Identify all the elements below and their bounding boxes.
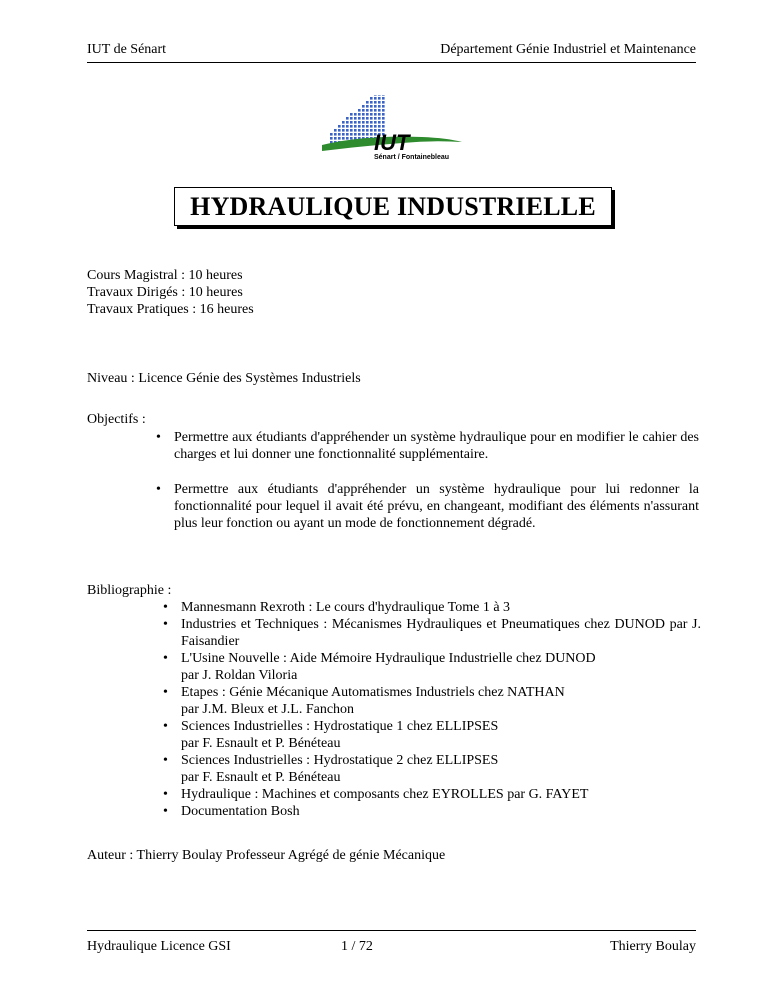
objectif-item: • Permettre aux étudiants d'appréhender un système hydraulique pour en modifier le cahier des charges et lui donner une fonctionnalité supplémentaire. [174, 429, 699, 463]
footer-right: Thierry Boulay [610, 939, 696, 954]
logo-subtext: Sénart / Fontainebleau [374, 154, 450, 161]
bib-item-continued: par J. Roldan Viloria [181, 668, 298, 683]
header-right: Département Génie Industriel et Maintenance [440, 42, 696, 57]
page-footer [87, 930, 696, 957]
hours-block [87, 267, 254, 318]
page-header [87, 40, 696, 63]
bibliographie-label: Bibliographie : [87, 583, 172, 598]
logo-text: IUT [374, 130, 410, 155]
iut-logo [322, 95, 477, 167]
objectif-item: • Permettre aux étudiants d'appréhender un système hydraulique pour lui redonner la fonctionnalité pour lequel il avait été prévu, en changeant, modifiant des éléments n'assurant plus leur fonction ou ayant un mode de fonctionnement dégradé. [174, 481, 699, 532]
bib-item: • Hydraulique : Machines et composants chez EYROLLES par G. FAYET [181, 786, 701, 803]
bib-item: • Sciences Industrielles : Hydrostatique 2 chez ELLIPSES [181, 752, 701, 769]
bib-item-continued: par J.M. Bleux et J.L. Fanchon [181, 702, 355, 717]
bib-item: • Mannesmann Rexroth : Le cours d'hydraulique Tome 1 à 3 [181, 599, 701, 616]
bib-item: • Industries et Techniques : Mécanismes Hydrauliques et Pneumatiques chez DUNOD par J. Faisandier [181, 616, 701, 650]
auteur-line: Auteur : Thierry Boulay Professeur Agrégé de génie Mécanique [87, 848, 446, 863]
objectifs-label: Objectifs : [87, 412, 146, 427]
hours-line-cm: Cours Magistral : 10 heures [87, 268, 243, 283]
footer-left: Hydraulique Licence GSI [87, 939, 231, 954]
niveau-line: Niveau : Licence Génie des Systèmes Industriels [87, 371, 361, 386]
document-title: HYDRAULIQUE INDUSTRIELLE [174, 187, 612, 226]
page-number: 1 / 72 [341, 939, 373, 954]
bib-item-continued: par F. Esnault et P. Bénéteau [181, 736, 341, 751]
bib-item-continued: par F. Esnault et P. Bénéteau [181, 770, 341, 785]
bibliographie-list [181, 599, 701, 820]
bib-item: • Sciences Industrielles : Hydrostatique 1 chez ELLIPSES [181, 718, 701, 735]
bib-item: • L'Usine Nouvelle : Aide Mémoire Hydraulique Industrielle chez DUNOD [181, 650, 701, 667]
hours-line-td: Travaux Dirigés : 10 heures [87, 285, 243, 300]
header-left: IUT de Sénart [87, 42, 167, 57]
bib-item: • Etapes : Génie Mécanique Automatismes Industriels chez NATHAN [181, 684, 701, 701]
bib-item: • Documentation Bosh [181, 803, 701, 820]
hours-line-tp: Travaux Pratiques : 16 heures [87, 302, 254, 317]
